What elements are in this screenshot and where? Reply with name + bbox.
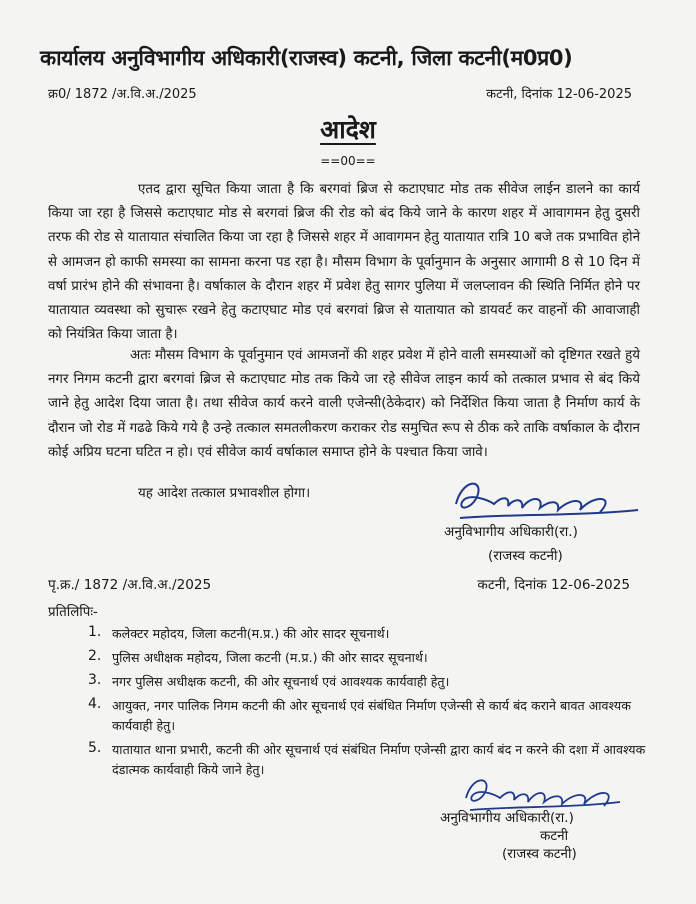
order-paragraph-1: एतद द्वारा सूचित किया जाता है कि बरगवां ब्रिज से कटाएघाट मोड तक सीवेज लाईन डालने का कार्य किया जा रहा है जिससे कटाएघाट मोड से बरगवां ब्रिज की रोड को बंद किये जाने के कारण शहर में आवागमन हेतु दुसरी तरफ की रोड से यातायात संचालित किया जा रहा है जिससे शहर में आवागमन हेतु यातायात रात्रि 10 बजे तक प्रभावित होने से आमजन हो काफी समस्या का सामना करना पड रहा है। मौसम विभाग के पूर्वानुमान के अनुसार आगामी 8 से 10 दिन में वर्षा प्रारंभ होने की संभावना है। वर्षाकाल के दौरान शहर में प्रवेश हेतु सागर पुलिया में जलप्लावन की स्थिति निर्मित होने पर यातायात व्यवस्था को सुचारू रखने हेतु कटाएघाट मोड एवं बरगवां ब्रिज से यातायात को डायवर्ट कर वाहनों की आवाजाही को नियंत्रित किया जाता है। [48, 182, 640, 343]
list-item: 4. आयुक्त, नगर पालिक निगम कटनी की ओर सूचनार्थ एवं संबंधित निर्माण एजेन्सी से कार्य बंद कराने बावत आवश्यक कार्यवाही हेतु। [88, 696, 631, 733]
signatory-title-1: अनुविभागीय अधिकारी(रा.) [444, 524, 578, 540]
copy-to-label: प्रतिलिपिः- [48, 605, 98, 620]
list-item: 1. कलेक्टर महोदय, जिला कटनी(म.प्र.) की ओर सादर सूचनार्थ। [88, 624, 390, 641]
signatory-office-2: (राजस्व कटनी) [502, 846, 577, 862]
office-header: कार्यालय अनुविभागीय अधिकारी(राजस्व) कटनी, जिला कटनी(म0प्र0) [40, 46, 573, 70]
order-place-date: कटनी, दिनांक 12-06-2025 [486, 87, 632, 102]
document-title: आदेश [320, 115, 376, 144]
endorsement-number: पृ.क्र./ 1872 /अ.वि.अ./2025 [48, 577, 212, 593]
signatory-title-2: अनुविभागीय अधिकारी(रा.) [440, 810, 574, 826]
endorsement-place-date: कटनी, दिनांक 12-06-2025 [477, 577, 630, 593]
list-item: 2. पुलिस अधीक्षक महोदय, जिला कटनी (म.प्र.) की ओर सादर सूचनार्थ। [88, 648, 428, 665]
order-paragraph-3: यह आदेश तत्काल प्रभावशील होगा। [138, 486, 311, 501]
signatory-office-1: (राजस्व कटनी) [488, 548, 563, 564]
signature-scrawl-1 [448, 474, 648, 528]
signatory-place-2: कटनी [540, 828, 569, 844]
order-paragraph-2: अतः मौसम विभाग के पूर्वानुमान एवं आमजनों की शहर प्रवेश में होने वाली समस्याओं को दृष्टिगत रखते हुये नगर निगम कटनी द्वारा बरगवां ब्रिज से कटाएघाट मोड तक किये जा रहे सीवेज लाइन कार्य को तत्काल प्रभाव से बंद किये जाने हेतु आदेश दिया जाता है। तथा सीवेज कार्य करने वाली एजेन्सी(ठेकेदार) को निर्देशित किया जाता है निर्माण कार्य के दौरान जो रोड में गढढे किये गये है उन्हे तत्काल समतलीकरण कराकर रोड समुचित रूप से ठीक करे ताकि वर्षाकाल के दौरान कोई अप्रिय घटना घटित न हो। एवं सीवेज कार्य वर्षाकाल समाप्त होने के पश्चात किया जावे। [48, 348, 640, 460]
order-number: क्र0/ 1872 /अ.वि.अ./2025 [48, 87, 197, 102]
list-item: 3. नगर पुलिस अधीक्षक कटनी, की ओर सूचनार्थ एवं आवश्यक कार्यवाही हेतु। [88, 672, 450, 689]
list-item: 5. यातायात थाना प्रभारी, कटनी की ओर सूचनार्थ एवं संबंधित निर्माण एजेन्सी द्वारा कार्य बंद न करने की दशा में आवश्यक दंडात्मक कार्यवाही किये जाने हेतु। [88, 740, 646, 777]
title-separator: ==00== [320, 154, 376, 168]
